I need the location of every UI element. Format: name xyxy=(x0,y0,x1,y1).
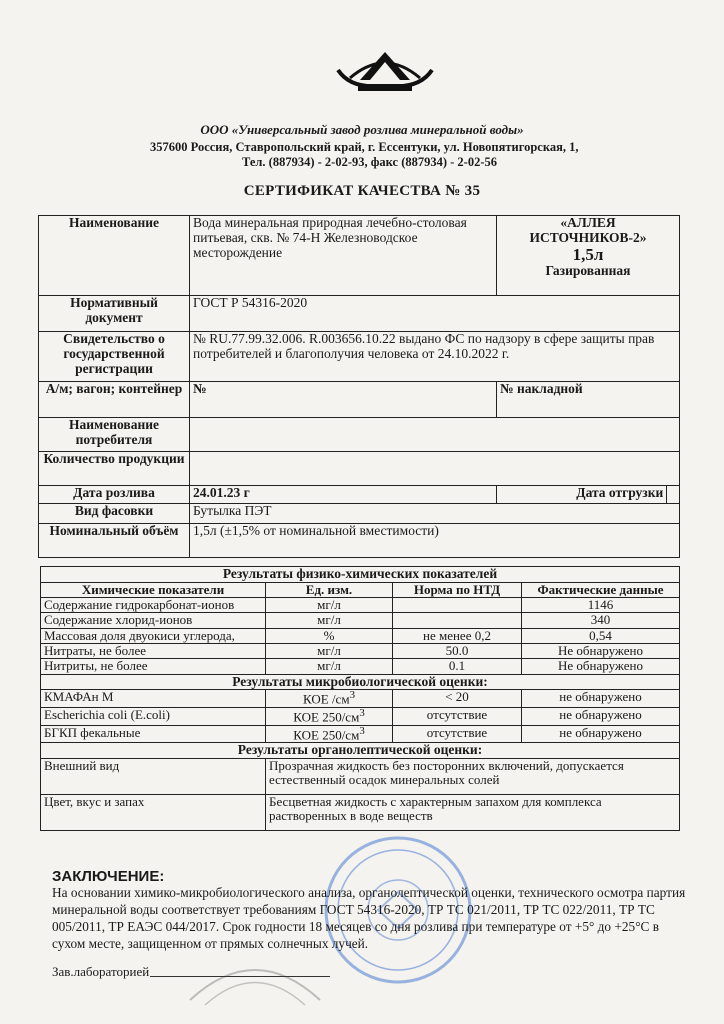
brand-box xyxy=(497,216,680,296)
table-row xyxy=(41,644,680,659)
table-row xyxy=(41,690,680,708)
unit-sup: 3 xyxy=(359,724,365,737)
brand-line1: «АЛЛЕЯ xyxy=(560,215,616,230)
physchem-section-title: Результаты физико-химических показателей xyxy=(41,567,680,583)
indicator-cell: БГКП фекальные xyxy=(41,725,266,743)
table-row xyxy=(41,759,680,795)
packing-value: Бутылка ПЭТ xyxy=(190,504,680,524)
consumer-label: Наименование потребителя xyxy=(39,418,190,452)
actual-cell: не обнаружено xyxy=(522,725,680,743)
unit-text: КОЕ /см xyxy=(303,691,350,707)
name-label: Наименование xyxy=(39,216,190,296)
unit-sup: 3 xyxy=(359,707,365,720)
norm-cell: 50.0 xyxy=(393,644,522,659)
conclusion-text: На основании химико-микробиологического анализа, органолептической оценки, технического осмотра партия минеральной воды соответствует требованиям ГОСТ 54316-2020, ТР ТС 021/2011, ТР ТС 022/2011, ТР ТС 005/2011, ТР ЕАЭС 044/2017. Срок годности 18 месяцев со дня розлива при температуре от +5° до +25°С в сухом месте, защищенном от прямых солнечных лучей. xyxy=(52,885,686,951)
brand-volume: 1,5л xyxy=(572,244,604,264)
product-info-table xyxy=(38,215,680,558)
table-row xyxy=(41,708,680,726)
indicator-cell: Escherichia coli (E.coli) xyxy=(41,708,266,726)
volume-label: Номинальный объём xyxy=(39,524,190,558)
organo-value: Прозрачная жидкость без посторонних включений, допускается естественный осадок минеральных солей xyxy=(266,759,680,795)
actual-cell: Не обнаружено xyxy=(522,644,680,659)
packing-label: Вид фасовки xyxy=(39,504,190,524)
micro-section-title: Результаты микробиологической оценки: xyxy=(41,674,680,690)
volume-value: 1,5л (±1,5% от номинальной вместимости) xyxy=(190,524,680,558)
unit-sup: 3 xyxy=(349,689,355,702)
table-row xyxy=(41,659,680,674)
norm-value: ГОСТ Р 54316-2020 xyxy=(190,296,680,332)
company-name: ООО «Универсальный завод розлива минеральной воды» xyxy=(200,122,524,137)
shipment-date-value xyxy=(667,486,680,504)
conclusion-heading: ЗАКЛЮЧЕНИЕ: xyxy=(52,868,165,885)
norm-cell xyxy=(393,598,522,613)
indicator-cell: Массовая доля двуокиси углерода, xyxy=(41,628,266,643)
organo-section-title: Результаты органолептической оценки: xyxy=(41,743,680,759)
quantity-value xyxy=(190,452,680,486)
shipment-date-label: Дата отгрузки xyxy=(497,486,667,504)
table-row xyxy=(41,598,680,613)
actual-cell: 340 xyxy=(522,613,680,628)
bottling-date-label: Дата розлива xyxy=(39,486,190,504)
header-indicator: Химические показатели xyxy=(41,582,266,597)
table-row xyxy=(41,725,680,743)
actual-cell: не обнаружено xyxy=(522,690,680,708)
signature-line xyxy=(150,976,330,977)
invoice-label: № накладной xyxy=(497,382,680,418)
company-phone: Тел. (887934) - 2-02-93, факс (887934) - 2-02-56 xyxy=(242,155,498,169)
unit-cell: мг/л xyxy=(266,613,393,628)
indicator-cell: Содержание гидрокарбонат-ионов xyxy=(41,598,266,613)
table-row xyxy=(41,613,680,628)
unit-cell: % xyxy=(266,628,393,643)
actual-cell: не обнаружено xyxy=(522,708,680,726)
header-unit: Ед. изм. xyxy=(266,582,393,597)
actual-cell: 1146 xyxy=(522,598,680,613)
indicator-cell: КМАФАн М xyxy=(41,690,266,708)
header-actual: Фактические данные xyxy=(522,582,680,597)
indicator-cell: Нитриты, не более xyxy=(41,659,266,674)
unit-cell xyxy=(266,690,393,708)
certificate-title: СЕРТИФИКАТ КАЧЕСТВА № 35 xyxy=(243,183,481,199)
unit-text: КОЕ 250/см xyxy=(293,727,360,743)
organo-label: Цвет, вкус и запах xyxy=(41,795,266,831)
unit-cell xyxy=(266,708,393,726)
unit-cell: мг/л xyxy=(266,659,393,674)
name-value: Вода минеральная природная лечебно-столовая питьевая, скв. № 74-Н Железноводское месторождение xyxy=(190,216,497,296)
header-norm: Норма по НТД xyxy=(393,582,522,597)
norm-cell xyxy=(393,613,522,628)
results-table xyxy=(40,566,680,831)
registration-label: Свидетельство о государственной регистрации xyxy=(39,332,190,382)
norm-cell: отсутствие xyxy=(393,725,522,743)
norm-cell: 0.1 xyxy=(393,659,522,674)
norm-cell: не менее 0,2 xyxy=(393,628,522,643)
brand-type: Газированная xyxy=(545,263,631,279)
company-logo xyxy=(330,40,440,100)
norm-cell: отсутствие xyxy=(393,708,522,726)
quantity-label: Количество продукции xyxy=(39,452,190,486)
actual-cell: 0,54 xyxy=(522,628,680,643)
indicator-cell: Нитраты, не более xyxy=(41,644,266,659)
organo-value: Бесцветная жидкость с характерным запахом для комплекса растворенных в воде веществ xyxy=(266,795,680,831)
actual-cell: Не обнаружено xyxy=(522,659,680,674)
registration-value: № RU.77.99.32.006. R.003656.10.22 выдано ФС по надзору в сфере защиты прав потребителей и благополучия человека от 24.10.2022 г. xyxy=(190,332,680,382)
indicator-cell: Содержание хлорид-ионов xyxy=(41,613,266,628)
consumer-value xyxy=(190,418,680,452)
bottling-date-value: 24.01.23 г xyxy=(190,486,497,504)
norm-label: Нормативный документ xyxy=(39,296,190,332)
brand-line2: ИСТОЧНИКОВ-2» xyxy=(529,229,647,245)
unit-text: КОЕ 250/см xyxy=(293,709,360,725)
table-row xyxy=(41,628,680,643)
table-row xyxy=(41,795,680,831)
company-address: 357600 Россия, Ставропольский край, г. Ессентуки, ул. Новопятигорская, 1, xyxy=(150,140,579,154)
wagon-label: А/м; вагон; контейнер xyxy=(39,382,190,418)
norm-cell: < 20 xyxy=(393,690,522,708)
wagon-value: № xyxy=(190,382,497,418)
unit-cell: мг/л xyxy=(266,598,393,613)
signature-label: Зав.лабораторией xyxy=(52,964,150,979)
unit-cell: мг/л xyxy=(266,644,393,659)
organo-label: Внешний вид xyxy=(41,759,266,795)
unit-cell xyxy=(266,725,393,743)
